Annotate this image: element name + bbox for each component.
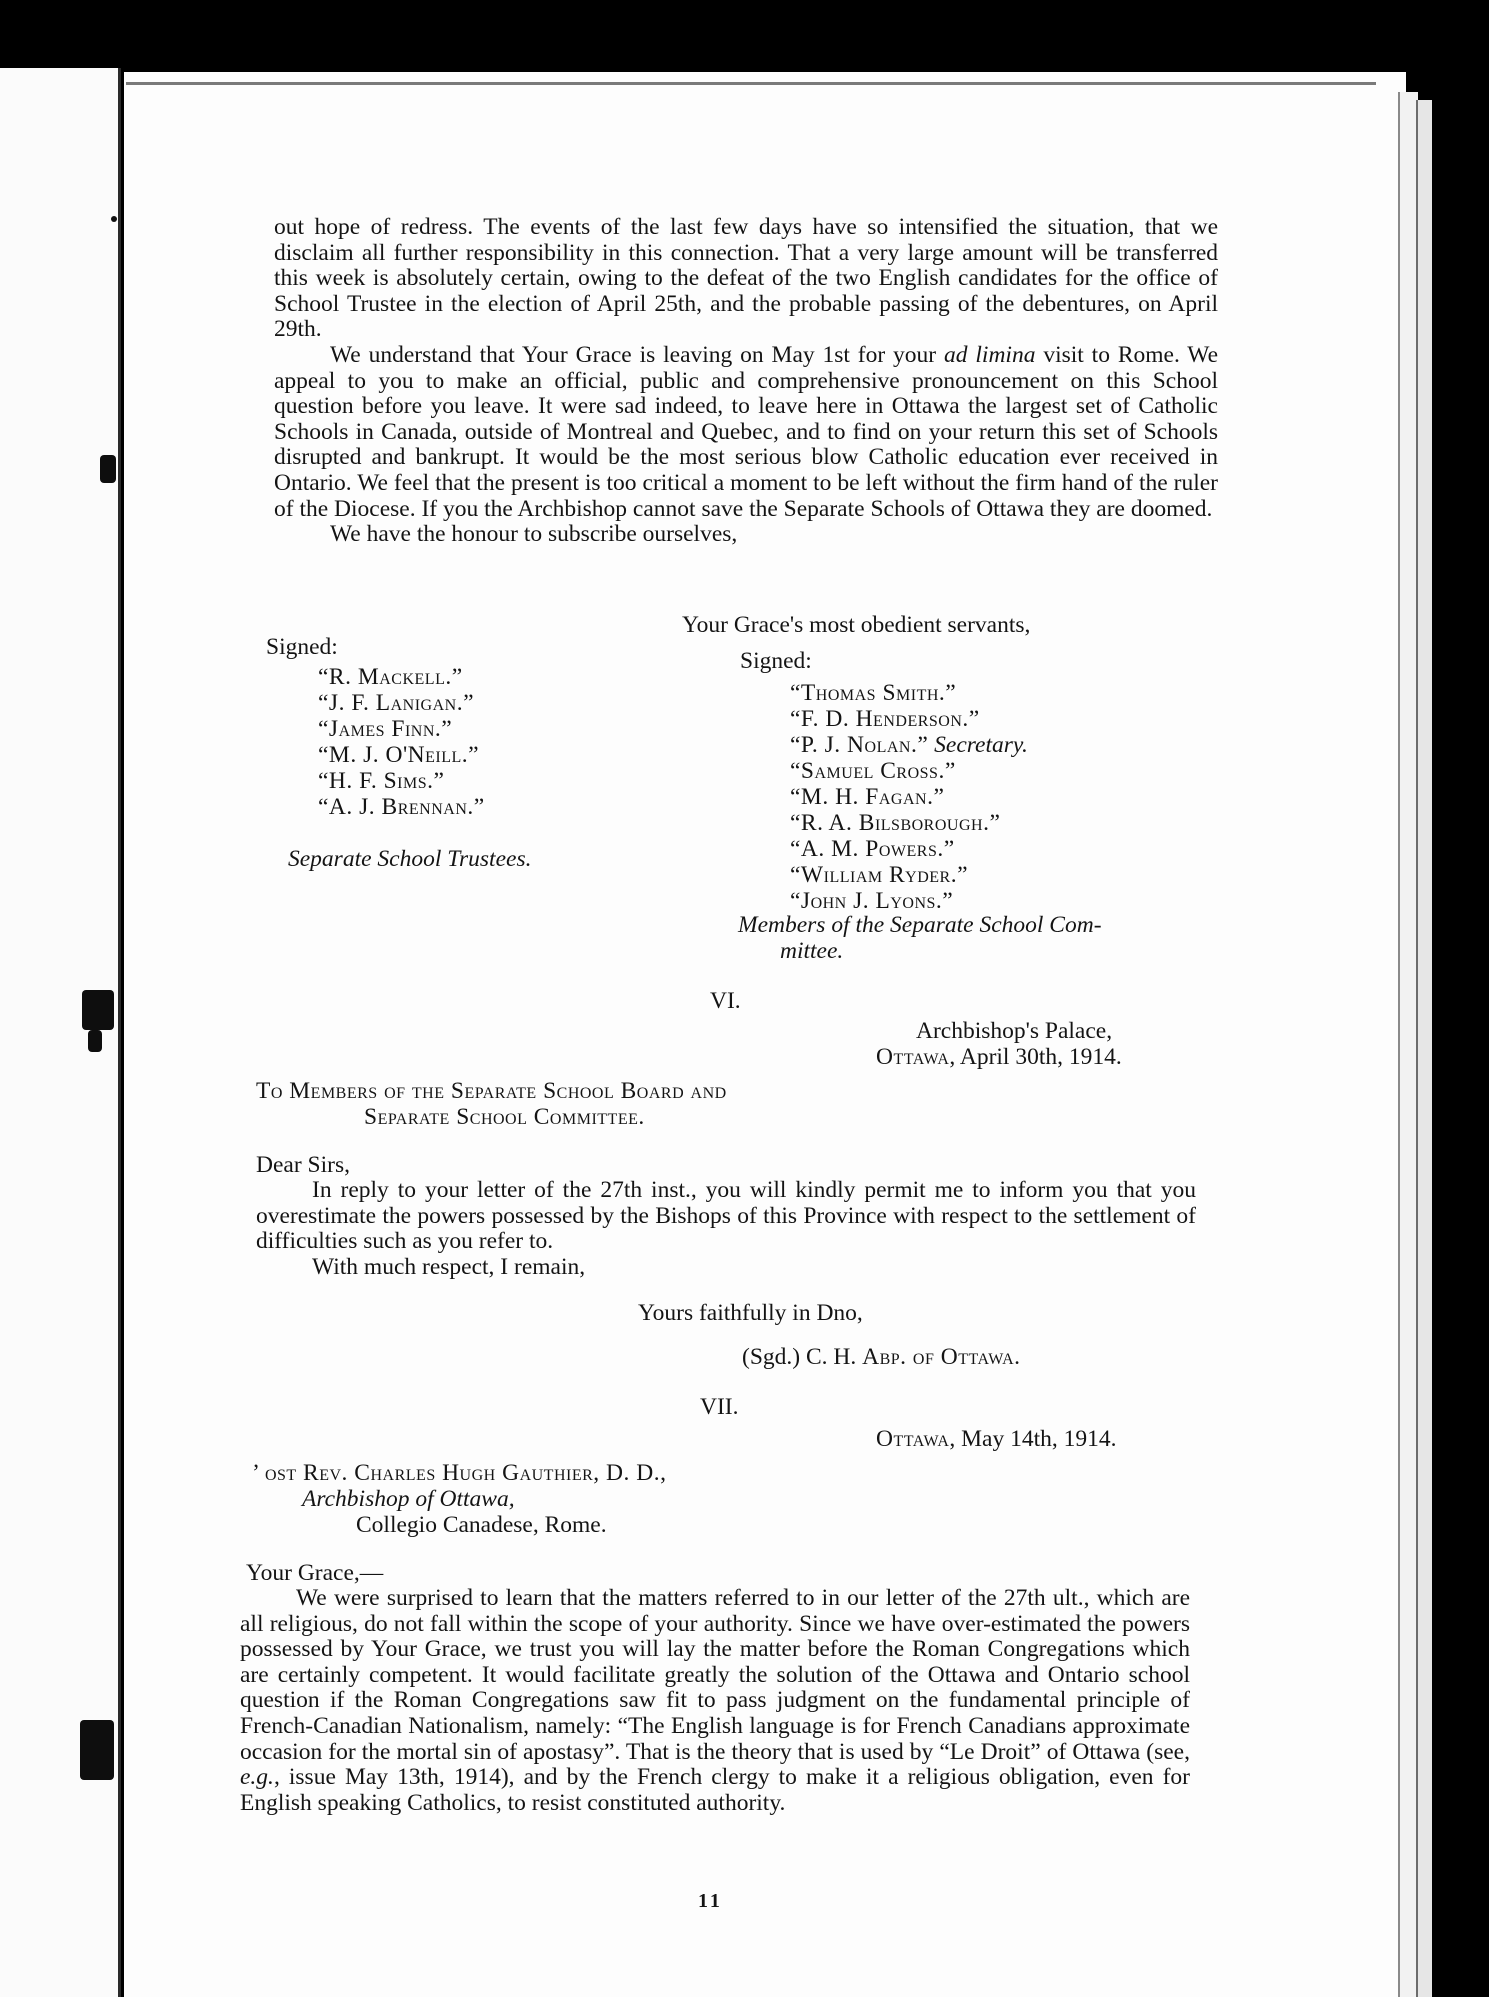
binding-mark [88, 1030, 102, 1052]
committee-name: “Samuel Cross.” [790, 758, 956, 784]
letter-vii-body [240, 1586, 1190, 1816]
letter-vi-body [256, 1178, 1196, 1280]
closing-servants: Your Grace's most obedient servants, [682, 612, 1031, 638]
letter-vi-yours: Yours faithfully in Dno, [638, 1300, 863, 1326]
committee-name: “A. M. Powers.” [790, 836, 955, 862]
letter-vii-addressee-line-2: Archbishop of Ottawa, [302, 1486, 515, 1512]
committee-name: “William Ryder.” [790, 862, 969, 888]
letter-v-paragraph-2 [274, 343, 1218, 522]
letter-vii-dateline [876, 1426, 1117, 1452]
letter-vii-addressee-line-3: Collegio Canadese, Rome. [356, 1512, 607, 1538]
letter-vi-place: Archbishop's Palace, [916, 1018, 1113, 1044]
committee-name: “M. H. Fagan.” [790, 784, 945, 810]
italic-phrase: ad limina [944, 341, 1036, 368]
letter-vi-addressee-line-2: Separate School Committee. [364, 1104, 645, 1130]
text-run: visit to Rome. We appeal to you to make an official, public and comprehensive pronouncement on this School question before you leave. It were sad indeed, to leave here in Ottawa the largest set of Catholic Schools in Canada, outside of Montreal and Quebec, and to find on your return this set of Schools disrupted and bankrupt. It would be the most serious blow Catholic education ever received in Ontario. We feel that the present is too critical a moment to be left without the firm hand of the ruler of the Diocese. If you the Archbishop cannot save the Separate Schools of Ottawa they are doomed. [274, 341, 1219, 522]
committee-name: “Thomas Smith.” [790, 680, 957, 706]
binding-mark [100, 455, 116, 483]
committee-caption-line-2: mittee. [780, 938, 844, 964]
letter-vi-numeral: VI. [710, 988, 741, 1014]
committee-name: “R. A. Bilsborough.” [790, 810, 1001, 836]
signature-text: (Sgd.) C. H. [742, 1344, 863, 1370]
trustee-name: “M. J. O'Neill.” [318, 742, 480, 768]
letter-vi-paragraph: In reply to your letter of the 27th inst., you will kindly permit me to inform you that you overestimate the powers possessed by the Bishops of this Province with respect to the settlement of difficulties such as you refer to. [256, 1177, 1196, 1255]
trustees-signed-label: Signed: [266, 634, 338, 660]
trustee-name: “R. Mackell.” [318, 664, 463, 690]
letter-vii-salutation: Your Grace,— [246, 1560, 384, 1586]
letter-vi-closing: With much respect, I remain, [312, 1253, 586, 1280]
page-number: 11 [698, 1890, 723, 1912]
committee-name-secretary [790, 732, 1028, 758]
letter-vi-dateline [876, 1044, 1122, 1070]
binding-mark [80, 1720, 114, 1780]
letter-vii-paragraph [240, 1586, 1190, 1816]
trustee-name: “J. F. Lanigan.” [318, 690, 475, 716]
committee-caption-line-1: Members of the Separate School Com- [738, 912, 1102, 938]
letter-vi-signature [742, 1344, 1021, 1370]
trustee-list [318, 664, 485, 820]
page-edge [1416, 100, 1432, 1997]
date-text: , May 14th, 1914. [949, 1426, 1117, 1452]
facing-page-edge [0, 68, 121, 1997]
committee-name: “P. J. Nolan.” [790, 732, 929, 758]
signature-title: Abp. of Ottawa. [862, 1344, 1021, 1370]
committee-signed-label: Signed: [740, 648, 812, 674]
page-edge [1398, 92, 1418, 1997]
text-run: , issue May 13th, 1914), and by the French clergy to make it a religious obligation, even for English speaking Catholics, to resist constituted authority. [240, 1764, 1190, 1816]
trustee-name: “A. J. Brennan.” [318, 794, 485, 820]
letter-v-paragraph-1: out hope of redress. The events of the last few days have so intensified the situation, that we disclaim all further responsibility in this connection. That a very large amount will be transferred this week is absolutely certain, owing to the defeat of the two English candidates for the office of School Trustee in the election of April 25th, and the probable passing of the debentures, on April 29th. [274, 214, 1218, 343]
committee-name: “John J. Lyons.” [790, 888, 954, 914]
trustee-name: “H. F. Sims.” [318, 768, 445, 794]
trustee-name: “James Finn.” [318, 716, 453, 742]
letter-v-body [274, 215, 1218, 548]
secretary-note: Secretary. [934, 732, 1028, 758]
italic-phrase: e.g. [240, 1764, 274, 1791]
committee-list [790, 680, 1028, 914]
letter-vii-addressee-line-1: ’ ost Rev. Charles Hugh Gauthier, D. D., [252, 1460, 667, 1486]
committee-name: “F. D. Henderson.” [790, 706, 980, 732]
letter-vi-salutation: Dear Sirs, [256, 1152, 350, 1178]
city-name: Ottawa [876, 1044, 950, 1070]
page-top-rule [126, 82, 1376, 85]
trustees-caption: Separate School Trustees. [288, 846, 532, 872]
binding-mark [82, 990, 114, 1030]
city-name: Ottawa [876, 1426, 950, 1452]
subscribe-line: We have the honour to subscribe ourselves, [330, 521, 738, 548]
text-run: We were surprised to learn that the matters referred to in our letter of the 27th ult., which are all religious, do not fall within the scope of your authority. Since we have over-estimated the powers possessed by Your Grace, we trust you will lay the matter before the Roman Congregations which are certainly competent. It would facilitate greatly the solution of the Ottawa and Ontario school question if the Roman Congregations saw fit to pass judgment on the fundamental principle of French-Canadian Nationalism, namely: “The English language is for French Canadians approximate occasion for the mortal sin of apostasy”. That is the theory that is used by “Le Droit” of Ottawa (see, [240, 1585, 1190, 1765]
date-text: , April 30th, 1914. [949, 1044, 1122, 1070]
letter-vi-addressee-line-1: To Members of the Separate School Board and [256, 1078, 727, 1104]
margin-dot [111, 216, 117, 222]
text-run: We understand that Your Grace is leaving on May 1st for your [330, 341, 945, 368]
letter-vii-numeral: VII. [700, 1394, 739, 1420]
